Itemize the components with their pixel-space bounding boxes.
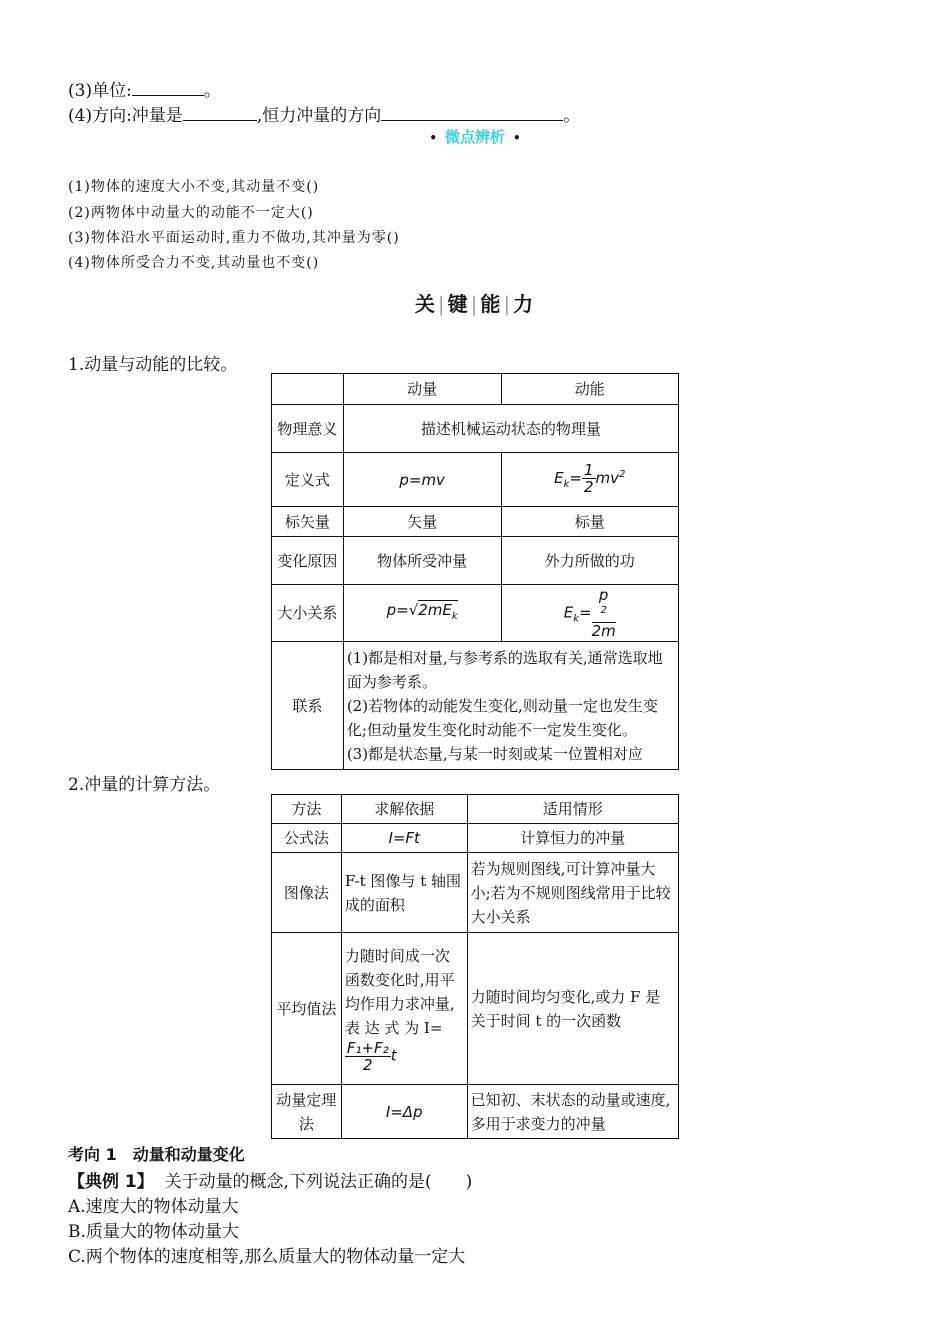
case-cell: 力随时间均匀变化,或力 F 是关于时间 t 的一次函数	[467, 933, 678, 1085]
col-header-momentum: 动量	[343, 374, 501, 405]
method-cell: 动量定理法	[272, 1085, 342, 1139]
fraction-numerator: 1	[583, 461, 594, 479]
fraction	[592, 587, 616, 639]
table-row	[272, 642, 679, 770]
momentum-formula: p=mv	[343, 453, 501, 507]
table2-title: 2.冲量的计算方法。	[68, 775, 221, 795]
table-row	[272, 405, 679, 453]
dot-right: •	[513, 131, 521, 145]
numerator-symbol: p	[598, 586, 609, 604]
option-b: B.质量大的物体动量大	[68, 1222, 239, 1242]
heading-char: 关	[414, 292, 437, 316]
row-label: 物理意义	[272, 405, 344, 453]
table-cell: 外力所做的功	[501, 537, 678, 585]
example-question-line	[68, 1167, 472, 1192]
direction-line	[68, 101, 580, 126]
formula-tail: t	[390, 1046, 397, 1065]
table-row	[272, 453, 679, 507]
judgment-item: (3)物体沿水平面运动时,重力不做功,其冲量为零()	[68, 230, 400, 246]
unit-end: 。	[203, 81, 221, 101]
judgment-item: (4)物体所受合力不变,其动量也不变()	[68, 255, 320, 271]
example-question: 关于动量的概念,下列说法正确的是( )	[164, 1172, 473, 1192]
table-row	[272, 585, 679, 642]
row-label: 定义式	[272, 453, 344, 507]
dot-left: •	[429, 131, 437, 145]
formula-symbol: p=	[386, 600, 409, 619]
case-cell: 已知初、末状态的动量或速度,多用于求变力的冲量	[467, 1085, 678, 1139]
relation-line: (1)都是相对量,与参考系的选取有关,通常选取地面为参考系。	[346, 648, 663, 691]
kaoxiang-heading: 考向 1 动量和动量变化	[68, 1145, 245, 1164]
table-row	[272, 374, 679, 405]
micro-note-banner	[0, 126, 950, 147]
momentum-magnitude-formula	[343, 585, 501, 642]
meaning-cell: 描述机械运动状态的物理量	[343, 405, 678, 453]
formula-subscript: k	[451, 610, 458, 622]
formula-symbol: E	[554, 469, 564, 487]
heading-sep: |	[470, 292, 480, 316]
basis-text: 力随时间成一次函数变化时,用平均作用力求冲量,表 达 式 为 I=	[344, 947, 455, 1037]
col-header-kinetic: 动能	[501, 374, 678, 405]
method-cell: 公式法	[272, 824, 342, 853]
table-row	[272, 795, 679, 824]
fraction-denominator: 2	[362, 1056, 373, 1074]
table-cell: 标量	[501, 507, 678, 537]
basis-cell: I=Ft	[341, 824, 467, 853]
unit-blank	[132, 81, 204, 96]
basis-cell: I=Δp	[341, 1085, 467, 1139]
relation-cell	[343, 642, 678, 770]
formula-subscript: k	[573, 613, 580, 625]
table-row	[272, 824, 679, 853]
formula-superscript: 2	[600, 605, 607, 616]
impulse-methods-table	[271, 794, 679, 1139]
row-label: 标矢量	[272, 507, 344, 537]
direction-blank-1	[183, 106, 257, 121]
col-header-method: 方法	[272, 795, 342, 824]
option-c: C.两个物体的速度相等,那么质量大的物体动量一定大	[68, 1247, 466, 1267]
table1-title: 1.动量与动能的比较。	[68, 355, 238, 375]
fraction-denominator: 2	[583, 478, 594, 496]
unit-label: (3)单位:	[68, 81, 132, 101]
row-label: 大小关系	[272, 585, 344, 642]
col-header-basis: 求解依据	[341, 795, 467, 824]
table-row	[272, 537, 679, 585]
fraction	[345, 1040, 391, 1073]
direction-end: 。	[563, 106, 581, 126]
table-row	[272, 853, 679, 933]
table-cell: 物体所受冲量	[343, 537, 501, 585]
heading-sep: |	[437, 292, 447, 316]
case-cell: 若为规则图线,可计算冲量大小;若为不规则图线常用于比较大小关系	[467, 853, 678, 933]
section-heading	[0, 288, 950, 317]
fraction-numerator: F₁+F₂	[346, 1039, 389, 1057]
heading-char: 力	[513, 292, 536, 316]
heading-char: 能	[480, 292, 503, 316]
example-tag: 【典例 1】	[68, 1172, 154, 1192]
root-sign: √	[408, 600, 419, 619]
radicand	[418, 600, 458, 622]
table-row	[272, 1085, 679, 1139]
unit-line	[68, 76, 221, 101]
fraction	[582, 462, 596, 495]
heading-char: 键	[447, 292, 470, 316]
formula-symbol: mv	[595, 469, 620, 487]
fraction-denominator: 2m	[591, 622, 616, 640]
formula-subscript: k	[563, 479, 570, 490]
table-row	[272, 933, 679, 1085]
method-cell: 平均值法	[272, 933, 342, 1085]
formula-superscript: 2	[619, 469, 626, 480]
direction-mid: ,恒力冲量的方向	[256, 106, 382, 126]
kinetic-formula	[501, 453, 678, 507]
case-cell: 计算恒力的冲量	[467, 824, 678, 853]
table-cell: 矢量	[343, 507, 501, 537]
relation-line: (3)都是状态量,与某一时刻或某一位置相对应	[346, 744, 643, 763]
table-cell-empty	[272, 374, 344, 405]
direction-blank-2	[381, 106, 563, 121]
micro-note-title: 微点辨析	[444, 128, 505, 146]
formula-symbol: E	[563, 603, 574, 622]
formula-equals: =	[579, 603, 592, 622]
basis-cell	[341, 933, 467, 1085]
option-a: A.速度大的物体动量大	[68, 1197, 239, 1217]
kinetic-magnitude-formula	[501, 585, 678, 642]
row-label: 联系	[272, 642, 344, 770]
row-label: 变化原因	[272, 537, 344, 585]
momentum-kinetic-table	[271, 373, 679, 770]
fraction-numerator	[592, 587, 616, 623]
relation-line: (2)若物体的动能发生变化,则动量一定也发生变化;但动量发生变化时动能不一定发生变化。	[346, 696, 658, 739]
formula-equals: =	[569, 469, 582, 487]
table-row	[272, 507, 679, 537]
heading-sep: |	[503, 292, 513, 316]
judgment-item: (1)物体的速度大小不变,其动量不变()	[68, 179, 320, 195]
judgment-item: (2)两物体中动量大的动能不一定大()	[68, 205, 314, 221]
method-cell: 图像法	[272, 853, 342, 933]
basis-cell: F-t 图像与 t 轴围成的面积	[341, 853, 467, 933]
col-header-case: 适用情形	[467, 795, 678, 824]
radicand-text: 2mE	[418, 600, 452, 619]
direction-label: (4)方向:冲量是	[68, 106, 183, 126]
